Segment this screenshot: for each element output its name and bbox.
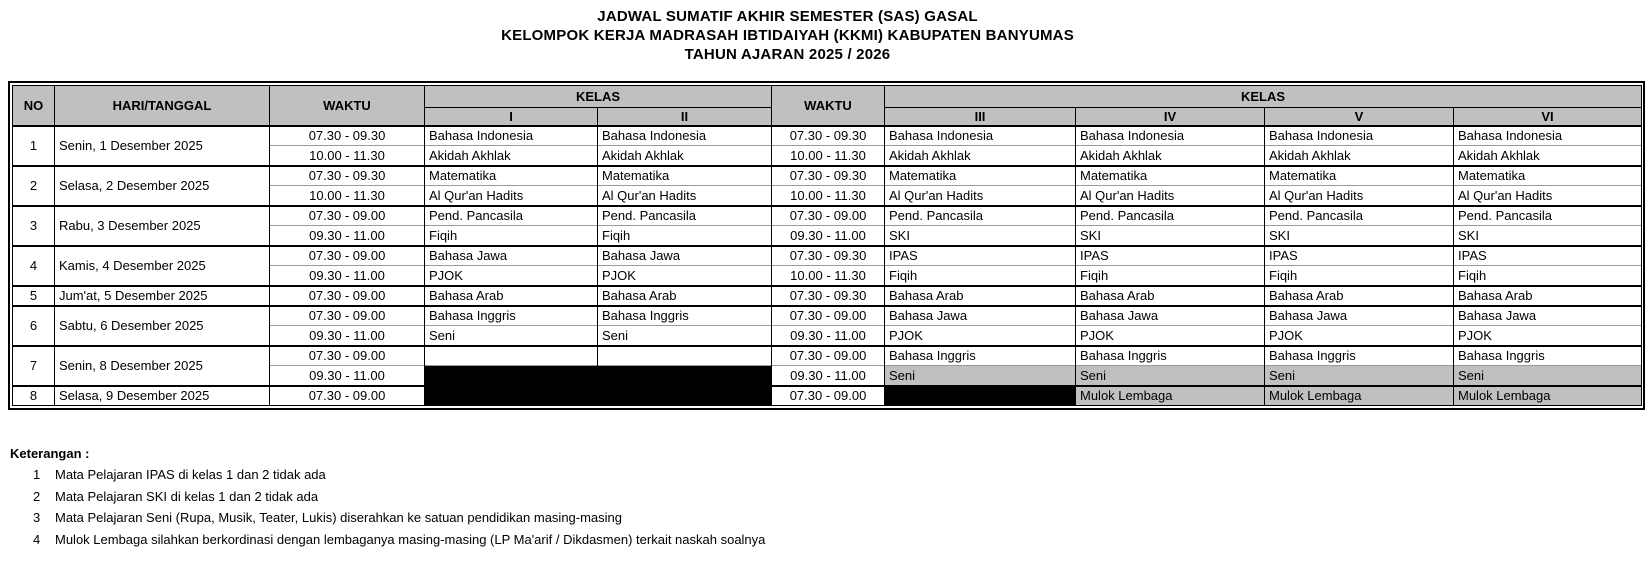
subject-cell-k3: Pend. Pancasila — [885, 206, 1076, 226]
subject-cell-k1: Bahasa Inggris — [425, 306, 598, 326]
day-date: Selasa, 2 Desember 2025 — [55, 166, 270, 206]
day-number: 7 — [13, 346, 55, 386]
note-number: 3 — [33, 510, 41, 525]
time-cell: 07.30 - 09.30 — [772, 286, 885, 306]
subject-cell-k2: Bahasa Arab — [598, 286, 772, 306]
subject-cell-k4: Akidah Akhlak — [1076, 146, 1265, 166]
subject-cell-k3: Bahasa Indonesia — [885, 126, 1076, 146]
time-cell: 07.30 - 09.00 — [772, 386, 885, 406]
day-date: Senin, 1 Desember 2025 — [55, 126, 270, 166]
subject-cell-k1: Fiqih — [425, 226, 598, 246]
subject-cell-k1: Akidah Akhlak — [425, 146, 598, 166]
subject-cell-k3: PJOK — [885, 326, 1076, 346]
subject-cell-k5: SKI — [1265, 226, 1454, 246]
subject-cell-k6: Bahasa Inggris — [1454, 346, 1642, 366]
subject-cell-k6: Fiqih — [1454, 266, 1642, 286]
time-cell: 09.30 - 11.00 — [270, 326, 425, 346]
note-text: Mata Pelajaran Seni (Rupa, Musik, Teater, Lukis) diserahkan ke satuan pendidikan masing-masing — [55, 510, 623, 525]
empty-subject-cell-k1 — [425, 346, 598, 366]
title-line-2: KELOMPOK KERJA MADRASAH IBTIDAIYAH (KKMI) KABUPATEN BANYUMAS — [501, 27, 1074, 44]
day-date: Jum'at, 5 Desember 2025 — [55, 286, 270, 306]
header-row-top — [13, 86, 1642, 108]
note-item — [10, 464, 1650, 486]
subject-cell-k6: Al Qur'an Hadits — [1454, 186, 1642, 206]
subject-cell-k3: Akidah Akhlak — [885, 146, 1076, 166]
subject-cell-k1: Bahasa Jawa — [425, 246, 598, 266]
time-cell: 09.30 - 11.00 — [270, 366, 425, 386]
time-cell: 10.00 - 11.30 — [772, 266, 885, 286]
subject-cell-k2: Bahasa Jawa — [598, 246, 772, 266]
subject-cell-k6: SKI — [1454, 226, 1642, 246]
title-line-1: JADWAL SUMATIF AKHIR SEMESTER (SAS) GASAL — [597, 8, 978, 25]
subject-cell-k3: Seni — [885, 366, 1076, 386]
subject-cell-k2: Al Qur'an Hadits — [598, 186, 772, 206]
subject-cell-k6: Mulok Lembaga — [1454, 386, 1642, 406]
day-number: 3 — [13, 206, 55, 246]
schedule-table — [12, 85, 1642, 406]
note-text: Mata Pelajaran IPAS di kelas 1 dan 2 tidak ada — [55, 467, 326, 482]
subject-cell-k1: Al Qur'an Hadits — [425, 186, 598, 206]
day-date: Rabu, 3 Desember 2025 — [55, 206, 270, 246]
time-cell: 07.30 - 09.00 — [772, 206, 885, 226]
subject-cell-k3: Al Qur'an Hadits — [885, 186, 1076, 206]
subject-cell-k5: IPAS — [1265, 246, 1454, 266]
subject-cell-k5: Matematika — [1265, 166, 1454, 186]
subject-cell-k2: Bahasa Indonesia — [598, 126, 772, 146]
note-number: 1 — [33, 467, 41, 482]
subject-cell-k4: IPAS — [1076, 246, 1265, 266]
subject-cell-k3: Bahasa Jawa — [885, 306, 1076, 326]
subject-cell-k5: Mulok Lembaga — [1265, 386, 1454, 406]
subject-cell-k4: Bahasa Arab — [1076, 286, 1265, 306]
subject-cell-k4: PJOK — [1076, 326, 1265, 346]
time-cell: 07.30 - 09.00 — [270, 306, 425, 326]
col-header-waktu-right: WAKTU — [772, 86, 885, 126]
subject-cell-k4: Bahasa Jawa — [1076, 306, 1265, 326]
subject-cell-k4: Al Qur'an Hadits — [1076, 186, 1265, 206]
subject-cell-k2: PJOK — [598, 266, 772, 286]
subject-cell-k1: Seni — [425, 326, 598, 346]
day-3-slot-1 — [13, 206, 1642, 226]
day-5-slot-1 — [13, 286, 1642, 306]
subject-cell-k6: Pend. Pancasila — [1454, 206, 1642, 226]
subject-cell-k1: Bahasa Indonesia — [425, 126, 598, 146]
title-line-3: TAHUN AJARAN 2025 / 2026 — [684, 46, 891, 63]
time-cell: 10.00 - 11.30 — [270, 186, 425, 206]
subject-cell-k1: Bahasa Arab — [425, 286, 598, 306]
subject-cell-k3: Fiqih — [885, 266, 1076, 286]
subject-cell-k6: Bahasa Arab — [1454, 286, 1642, 306]
time-cell: 07.30 - 09.00 — [270, 206, 425, 226]
col-header-kelas-left: KELAS — [425, 86, 772, 108]
note-item — [10, 507, 1650, 529]
subject-cell-k5: Fiqih — [1265, 266, 1454, 286]
day-date: Kamis, 4 Desember 2025 — [55, 246, 270, 286]
col-header-no: NO — [13, 86, 55, 126]
subject-cell-k5: Seni — [1265, 366, 1454, 386]
subject-cell-k2: Fiqih — [598, 226, 772, 246]
time-cell: 07.30 - 09.00 — [270, 246, 425, 266]
subject-cell-k3: IPAS — [885, 246, 1076, 266]
day-date: Sabtu, 6 Desember 2025 — [55, 306, 270, 346]
day-number: 4 — [13, 246, 55, 286]
day-number: 6 — [13, 306, 55, 346]
subject-cell-k2: Matematika — [598, 166, 772, 186]
subject-cell-k5: Al Qur'an Hadits — [1265, 186, 1454, 206]
subject-cell-k6: Seni — [1454, 366, 1642, 386]
day-7-slot-1 — [13, 346, 1642, 366]
subject-cell-k2: Pend. Pancasila — [598, 206, 772, 226]
subject-cell-k3: Bahasa Inggris — [885, 346, 1076, 366]
subject-cell-k3: Matematika — [885, 166, 1076, 186]
blocked-cell-k3 — [885, 386, 1076, 406]
time-cell: 07.30 - 09.00 — [772, 346, 885, 366]
day-8-slot-1 — [13, 386, 1642, 406]
time-cell: 07.30 - 09.30 — [270, 166, 425, 186]
subject-cell-k4: Seni — [1076, 366, 1265, 386]
note-text: Mata Pelajaran SKI di kelas 1 dan 2 tidak ada — [55, 488, 319, 504]
time-cell: 07.30 - 09.30 — [772, 126, 885, 146]
col-header-kelas-right: KELAS — [885, 86, 1642, 108]
subject-cell-k4: SKI — [1076, 226, 1265, 246]
subject-cell-k5: PJOK — [1265, 326, 1454, 346]
note-number: 2 — [33, 488, 41, 504]
time-cell: 07.30 - 09.30 — [772, 246, 885, 266]
note-item — [10, 486, 1650, 508]
schedule-table-border — [8, 81, 1645, 410]
note-text: Mulok Lembaga silahkan berkordinasi dengan lembaganya masing-masing (LP Ma'arif / Dikdasmen) terkait naskah soalnya — [55, 531, 766, 547]
col-header-class-2: II — [598, 108, 772, 126]
time-cell: 10.00 - 11.30 — [772, 186, 885, 206]
col-header-class-1: I — [425, 108, 598, 126]
subject-cell-k5: Pend. Pancasila — [1265, 206, 1454, 226]
time-cell: 07.30 - 09.00 — [270, 386, 425, 406]
time-cell: 07.30 - 09.00 — [772, 306, 885, 326]
subject-cell-k2: Seni — [598, 326, 772, 346]
note-number: 4 — [33, 531, 41, 547]
day-number: 5 — [13, 286, 55, 306]
subject-cell-k4: Fiqih — [1076, 266, 1265, 286]
subject-cell-k1: PJOK — [425, 266, 598, 286]
subject-cell-k6: Bahasa Jawa — [1454, 306, 1642, 326]
time-cell: 10.00 - 11.30 — [270, 146, 425, 166]
subject-cell-k6: Matematika — [1454, 166, 1642, 186]
day-date: Senin, 8 Desember 2025 — [55, 346, 270, 386]
time-cell: 07.30 - 09.30 — [772, 166, 885, 186]
day-6-slot-1 — [13, 306, 1642, 326]
time-cell: 07.30 - 09.30 — [270, 126, 425, 146]
day-number: 1 — [13, 126, 55, 166]
day-number: 8 — [13, 386, 55, 406]
subject-cell-k4: Bahasa Inggris — [1076, 346, 1265, 366]
document-title — [0, 7, 1575, 64]
subject-cell-k6: Bahasa Indonesia — [1454, 126, 1642, 146]
time-cell: 09.30 - 11.00 — [270, 266, 425, 286]
subject-cell-k2: Akidah Akhlak — [598, 146, 772, 166]
blocked-cell-k1-k2 — [425, 386, 772, 406]
day-date: Selasa, 9 Desember 2025 — [55, 386, 270, 406]
subject-cell-k6: PJOK — [1454, 326, 1642, 346]
subject-cell-k3: Bahasa Arab — [885, 286, 1076, 306]
time-cell: 10.00 - 11.30 — [772, 146, 885, 166]
time-cell: 07.30 - 09.00 — [270, 286, 425, 306]
subject-cell-k1: Matematika — [425, 166, 598, 186]
day-2-slot-1 — [13, 166, 1642, 186]
note-item — [10, 529, 1650, 551]
subject-cell-k5: Bahasa Jawa — [1265, 306, 1454, 326]
subject-cell-k2: Bahasa Inggris — [598, 306, 772, 326]
time-cell: 09.30 - 11.00 — [772, 226, 885, 246]
day-1-slot-1 — [13, 126, 1642, 146]
subject-cell-k4: Matematika — [1076, 166, 1265, 186]
time-cell: 09.30 - 11.00 — [772, 326, 885, 346]
day-number: 2 — [13, 166, 55, 206]
time-cell: 07.30 - 09.00 — [270, 346, 425, 366]
subject-cell-k4: Mulok Lembaga — [1076, 386, 1265, 406]
col-header-class-5: V — [1265, 108, 1454, 126]
subject-cell-k5: Akidah Akhlak — [1265, 146, 1454, 166]
time-cell: 09.30 - 11.00 — [772, 366, 885, 386]
subject-cell-k5: Bahasa Indonesia — [1265, 126, 1454, 146]
subject-cell-k5: Bahasa Arab — [1265, 286, 1454, 306]
col-header-hari-tanggal: HARI/TANGGAL — [55, 86, 270, 126]
col-header-waktu-left: WAKTU — [270, 86, 425, 126]
subject-cell-k6: IPAS — [1454, 246, 1642, 266]
time-cell: 09.30 - 11.00 — [270, 226, 425, 246]
notes-heading: Keterangan : — [10, 446, 90, 461]
empty-subject-cell-k2 — [598, 346, 772, 366]
subject-cell-k4: Bahasa Indonesia — [1076, 126, 1265, 146]
subject-cell-k6: Akidah Akhlak — [1454, 146, 1642, 166]
col-header-class-4: IV — [1076, 108, 1265, 126]
subject-cell-k4: Pend. Pancasila — [1076, 206, 1265, 226]
subject-cell-k5: Bahasa Inggris — [1265, 346, 1454, 366]
subject-cell-k3: SKI — [885, 226, 1076, 246]
notes-section — [10, 444, 1650, 550]
subject-cell-k1: Pend. Pancasila — [425, 206, 598, 226]
col-header-class-3: III — [885, 108, 1076, 126]
col-header-class-6: VI — [1454, 108, 1642, 126]
day-4-slot-1 — [13, 246, 1642, 266]
blocked-cell-k1-k2 — [425, 366, 772, 386]
